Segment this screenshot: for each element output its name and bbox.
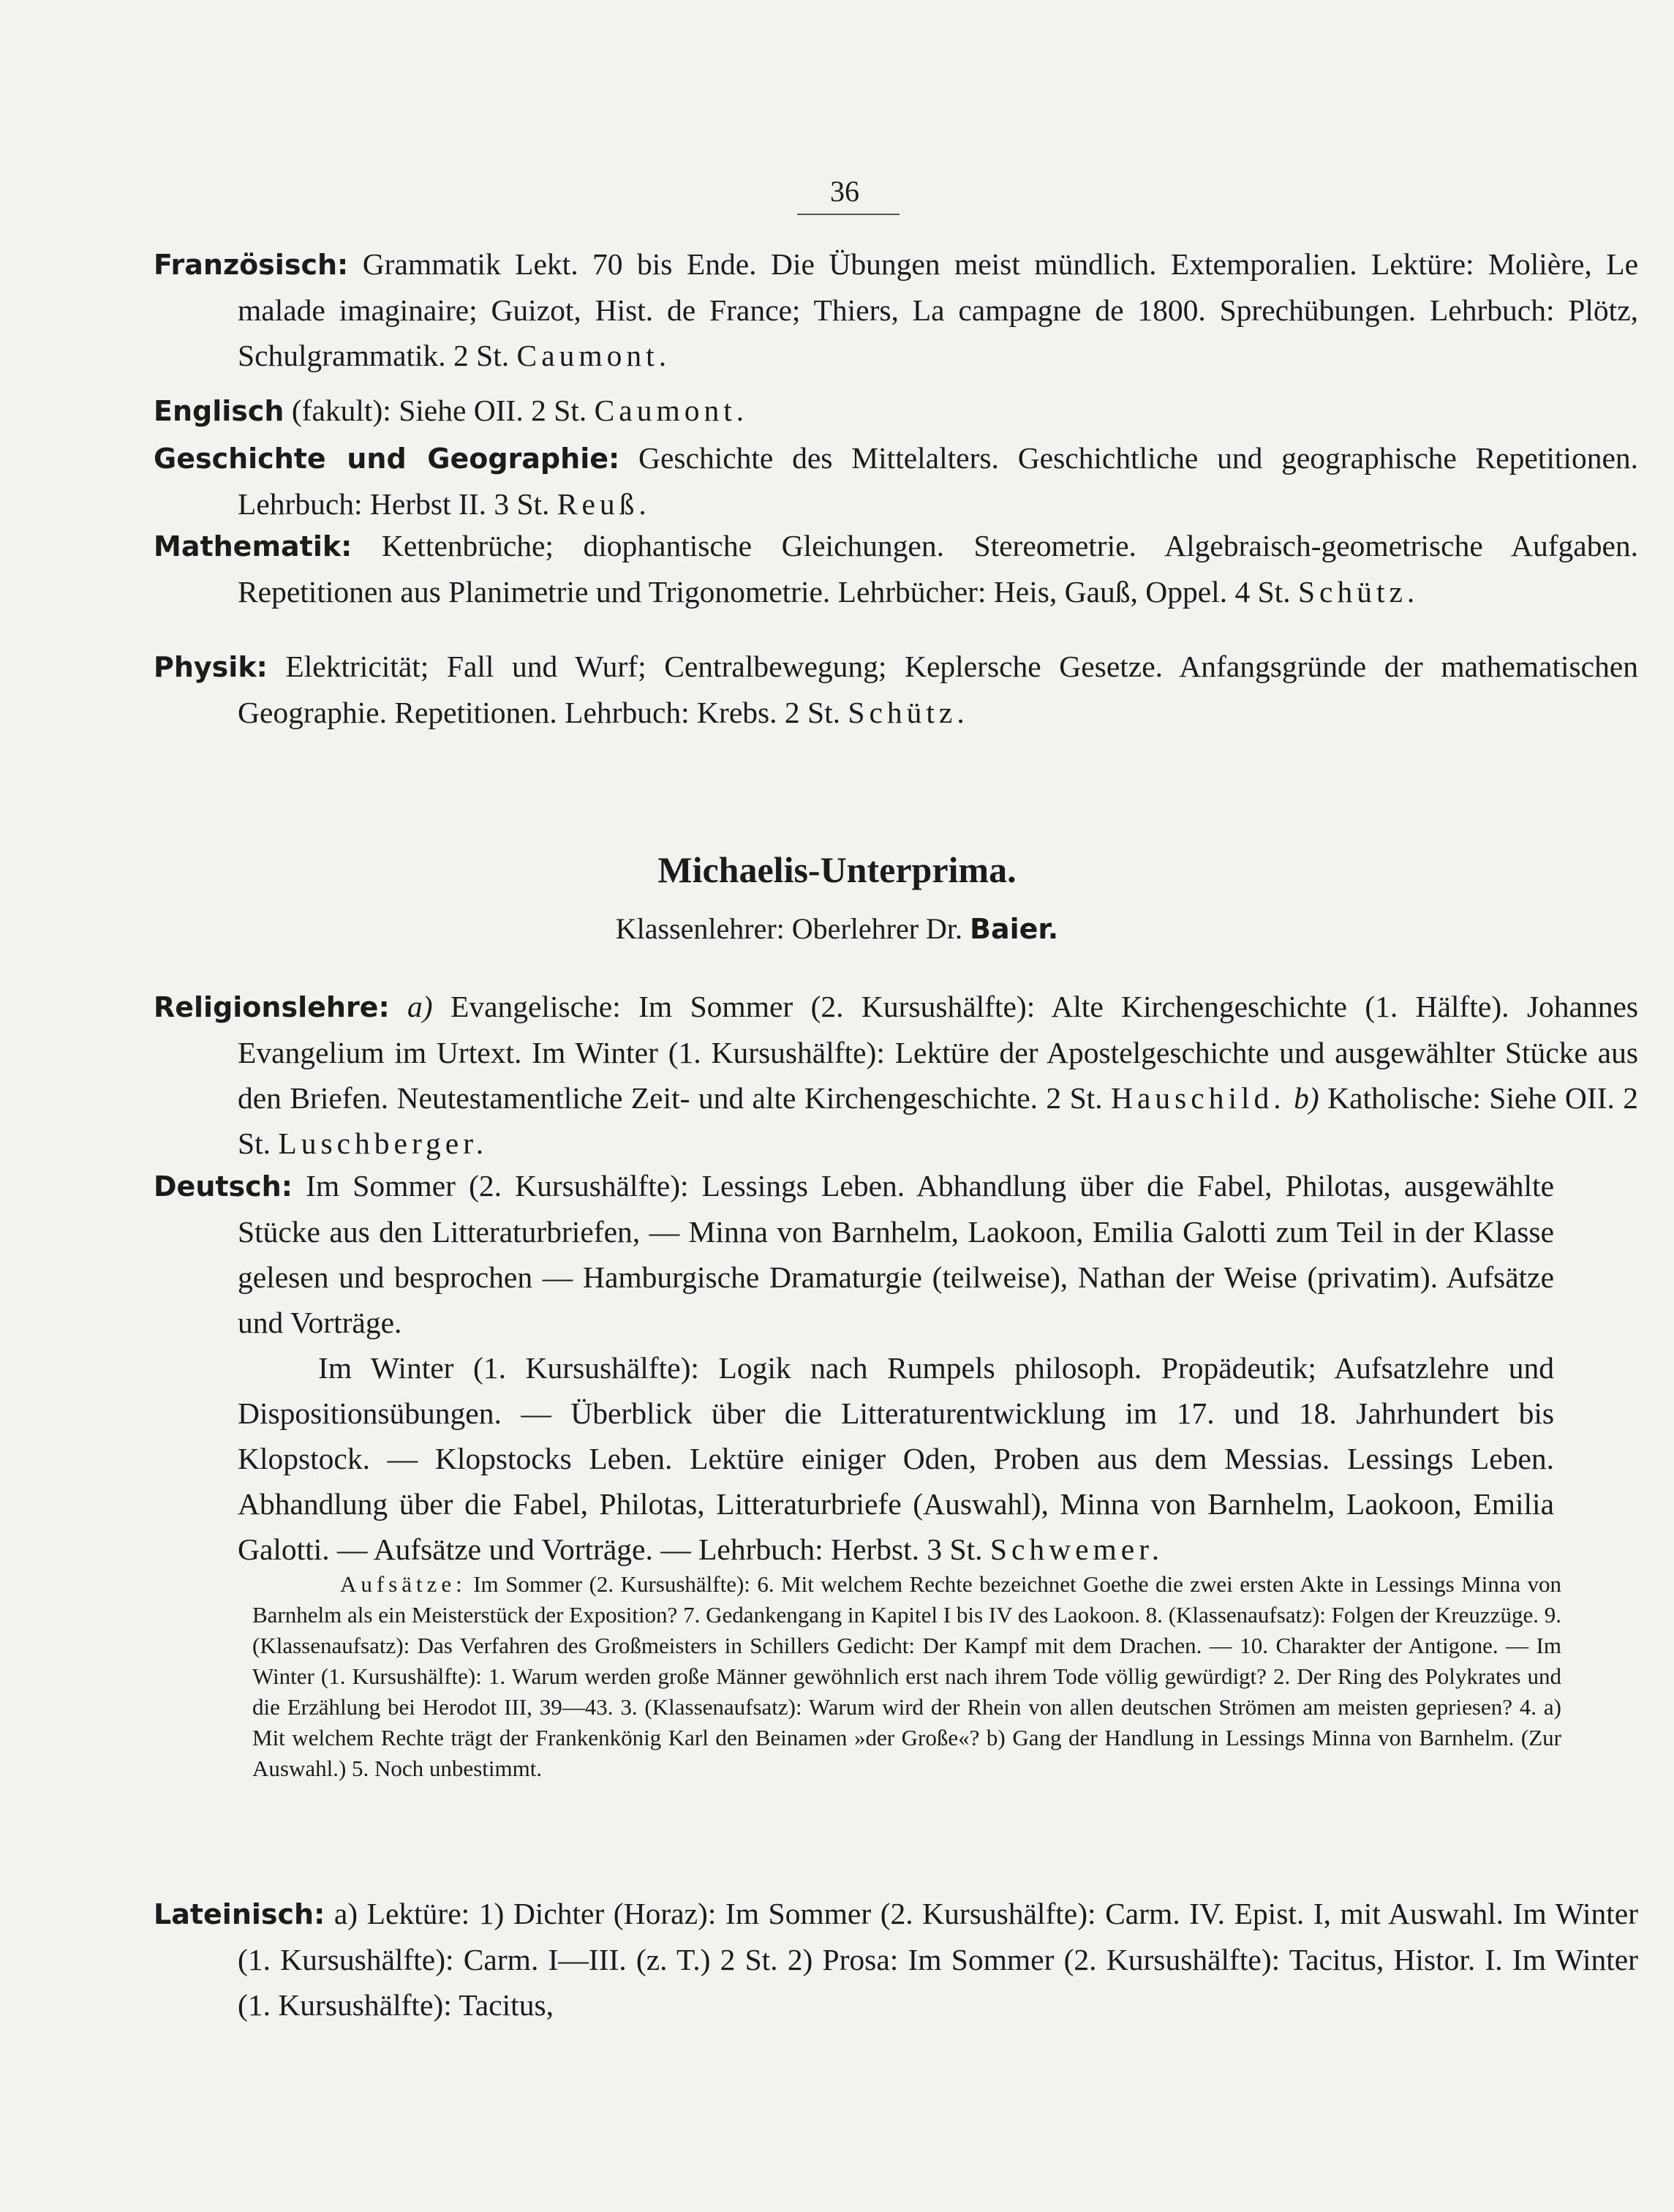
entry-text: Geschichte des Mittelalters. Geschichtliche und geographische Repetitionen. Lehrbuch: Herbst II. 3 St. [238,441,1638,521]
teacher-name: Schütz. [848,696,969,729]
entry-text: Grammatik Lekt. 70 bis Ende. Die Übungen meist mündlich. Extemporalien. Lektüre: Molière, Le malade imaginaire; Guizot, Hist. de France; Thiers, La campagne de 1800. Sprechübungen. Lehrbuch: Plötz, Schulgrammatik. 2 St. [238,247,1639,372]
essay-topics [252,1569,1561,1784]
subject-label: Mathematik: [154,530,352,563]
page-number-rule [797,214,900,215]
subject-label: Physik: [154,651,268,683]
subject-label: Englisch [154,395,284,427]
entry-text: (fakult): Siehe OII. 2 St. [291,394,587,427]
entry-franzoesisch [154,241,1638,378]
subject-label: Französisch: [154,249,349,281]
part-b-label: b) [1294,1081,1319,1115]
teacher-name: Caumont. [516,339,671,372]
section-title: Michaelis-Unterprima. [657,849,1017,890]
teacher-name: Schwemer. [989,1532,1164,1566]
entry-deutsch [154,1163,1554,1572]
class-teacher-label: Klassenlehrer: Oberlehrer Dr. [615,912,963,945]
class-teacher-line [0,911,1674,946]
teacher-name: Caumont. [594,394,749,427]
entry-physik [154,644,1638,735]
entry-lateinisch [154,1891,1638,2028]
class-teacher-name: Baier. [970,913,1059,945]
subject-label: Deutsch: [154,1170,293,1203]
deutsch-summer-text: Im Sommer (2. Kursushälfte): Lessings Leben. Abhandlung über die Fabel, Philotas, ausgewählte Stücke aus den Litteraturbriefen, — Minna von Barnhelm, Laokoon, Emilia Galotti zum Teil in der Klasse gelesen und besprochen — Hamburgische Dramaturgie (teilweise), Nathan der Weise (privatim). Aufsätze und Vorträge. [238,1169,1554,1339]
part-a-label: a) [407,990,433,1023]
subject-label: Lateinisch: [154,1898,325,1930]
entry-text: Kettenbrüche; diophantische Gleichungen. Stereometrie. Algebraisch-geometrische Aufgaben. Repetitionen aus Planimetrie und Trigonometrie. Lehrbücher: Heis, Gauß, Oppel. 4 St. [238,529,1639,609]
part-a-text: Evangelische: Im Sommer (2. Kursushälfte): Alte Kirchengeschichte (1. Hälfte). Johannes Evangelium im Urtext. Im Winter (1. Kursushälfte): Lektüre der Apostelgeschichte und ausgewählter Stücke aus den Briefen. Neutestamentliche Zeit- und alte Kirchengeschichte. 2 St. [238,990,1639,1115]
essays-label: Aufsätze: [340,1571,467,1597]
entry-religionslehre [154,984,1638,1166]
page-number: 36 [830,175,859,208]
entry-mathematik [154,523,1638,614]
teacher-name: Reuß. [557,487,651,521]
entry-geschichte [154,435,1638,527]
essays-text: Im Sommer (2. Kursushälfte): 6. Mit welchem Rechte bezeichnet Goethe die zwei ersten Akte in Lessings Minna von Barnhelm als ein Meisterstück der Exposition? 7. Gedankengang in Kapitel I bis IV des Laokoon. 8. (Klassenaufsatz): Folgen der Kreuzzüge. 9. (Klassenaufsatz): Das Verfahren des Großmeisters in Schillers Gedicht: Der Kampf mit dem Drachen. — 10. Charakter der Antigone. — Im Winter (1. Kursushälfte): 1. Warum werden große Männer gewöhnlich erst nach ihrem Tode völlig gewürdigt? 2. Der Ring des Polykrates und die Erzählung bei Herodot III, 39—43. 3. (Klassenaufsatz): Warum wird der Rhein von allen deutschen Strömen am meisten gepriesen? 4. a) Mit welchem Rechte trägt der Frankenkönig Karl den Beinamen »der Große«? b) Gang der Handlung in Lessings Minna von Barnhelm. (Zur Auswahl.) 5. Noch unbestimmt. [252,1571,1561,1781]
teacher-name: Hauschild. [1111,1081,1286,1115]
entry-text: Elektricität; Fall und Wurf; Centralbewegung; Keplersche Gesetze. Anfangsgründe der mathematischen Geographie. Repetitionen. Lehrbuch: Krebs. 2 St. [238,650,1639,729]
latein-text: a) Lektüre: 1) Dichter (Horaz): Im Sommer (2. Kursushälfte): Carm. IV. Epist. I, mit Auswahl. Im Winter (1. Kursushälfte): Carm. I—III. (z. T.) 2 St. 2) Prosa: Im Sommer (2. Kursushälfte): Tacitus, Histor. I. Im Winter (1. Kursushälfte): Tacitus, [238,1897,1639,2022]
deutsch-winter-text: Im Winter (1. Kursushälfte): Logik nach Rumpels philosoph. Propädeutik; Aufsatzlehre und Dispositionsübungen. — Überblick über die Litteraturentwicklung im 17. und 18. Jahrhundert bis Klopstock. — Klopstocks Leben. Lektüre einiger Oden, Proben aus dem Messias. Lessings Leben. Abhandlung über die Fabel, Philotas, Litteraturbriefe (Auswahl), Minna von Barnhelm, Laokoon, Emilia Galotti. — Aufsätze und Vorträge. — Lehrbuch: Herbst. 3 St. [238,1351,1554,1566]
subject-label: Geschichte und Geographie: [154,443,620,475]
subject-label: Religionslehre: [154,991,390,1023]
teacher-name: Luschberger. [278,1126,489,1160]
teacher-name: Schütz. [1297,575,1419,609]
entry-englisch [154,388,1638,434]
part-b-text: Katholische: Siehe OII. 2 St. [238,1081,1639,1160]
